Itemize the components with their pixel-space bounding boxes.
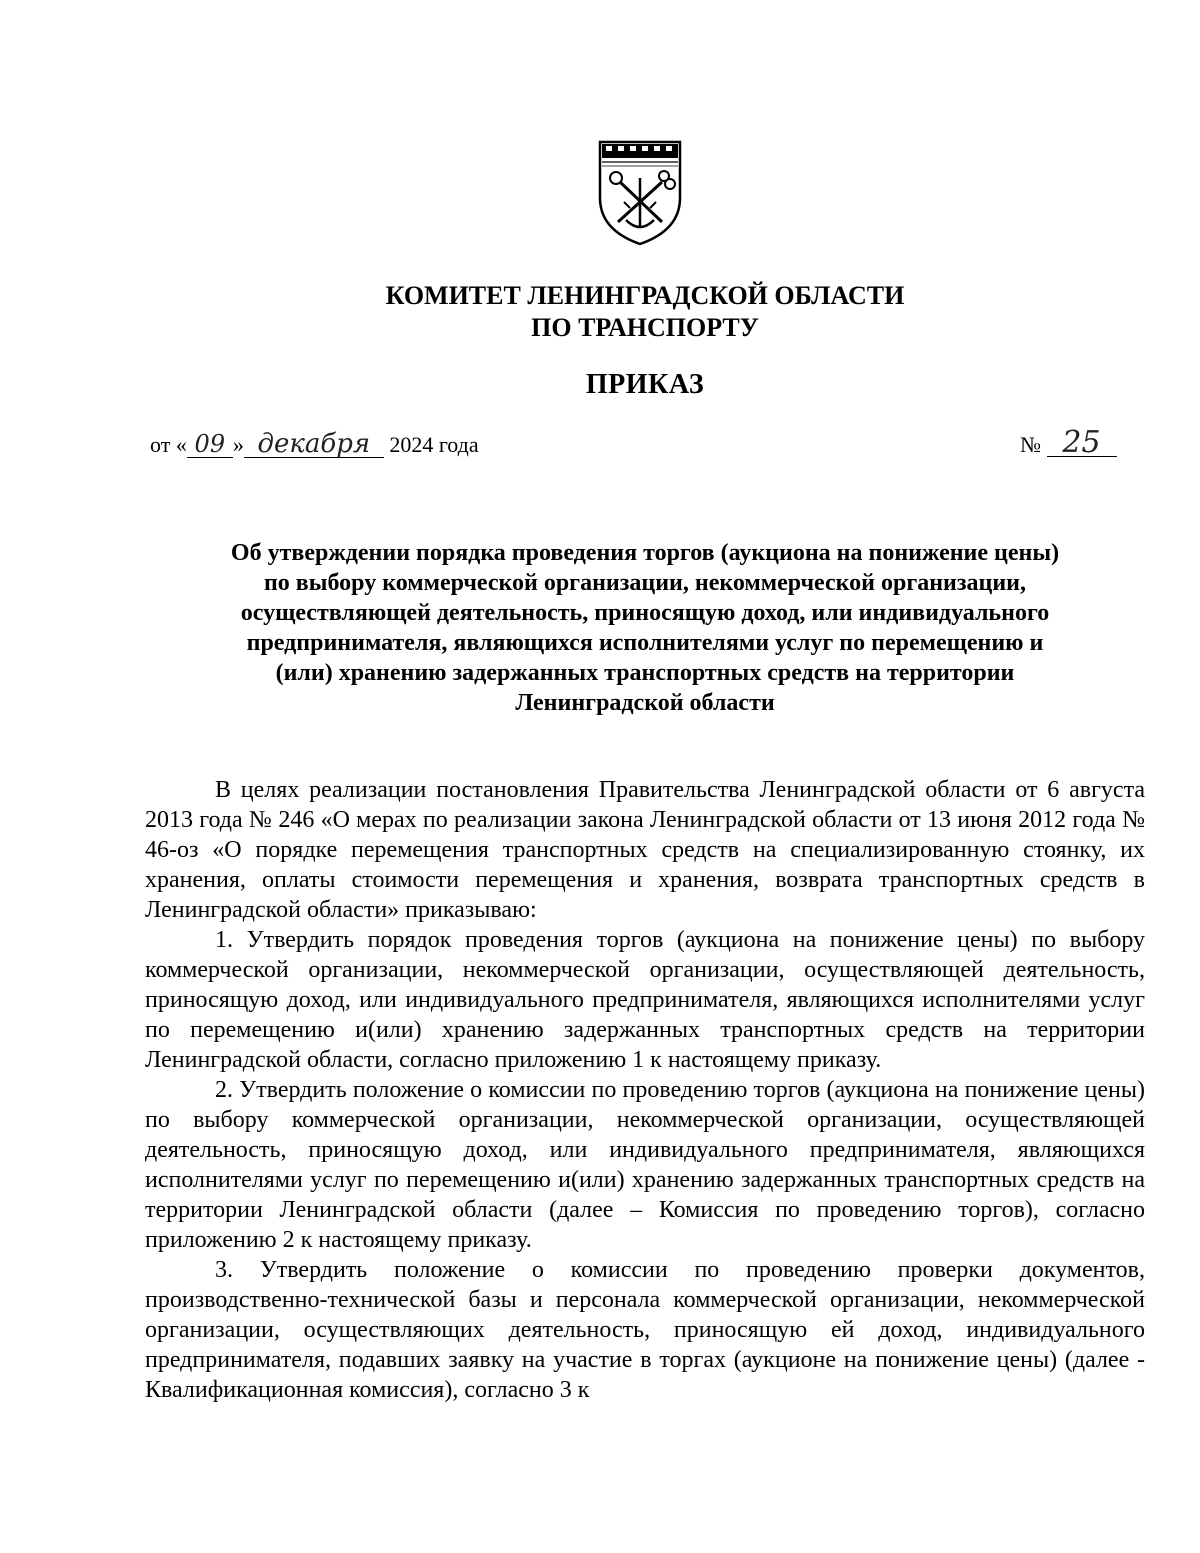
clause-3-paragraph: 3. Утвердить положение о комиссии по проведению проверки документов, производственно-технической базы и персонала коммерческой организации, некоммерческой организации, осуществляющих деятельность, приносящую ей доход, индивидуального предпринимателя, подавших заявку на участие в торгах (аукционе на понижение цены) (далее - Квалификационная комиссия), согласно 3 к <box>145 1257 1145 1403</box>
document-title <box>140 538 1150 718</box>
handwritten-day: 09 <box>187 431 233 458</box>
order-number <box>1020 425 1117 465</box>
leningrad-oblast-coat-of-arms-icon <box>594 138 686 248</box>
handwritten-month: декабря <box>244 431 384 458</box>
organization-name-line1: КОМИТЕТ ЛЕНИНГРАДСКОЙ ОБЛАСТИ <box>385 281 905 310</box>
title-line: по выбору коммерческой организации, некоммерческой организации, <box>263 570 1027 596</box>
title-line: (или) хранению задержанных транспортных средств на территории <box>275 660 1015 686</box>
clause-1-paragraph: 1. Утвердить порядок проведения торгов (аукциона на понижение цены) по выбору коммерческой организации, некоммерческой организации, осуществляющей деятельность, приносящую доход, или индивидуального предпринимателя, являющихся исполнителями услуг по перемещению и(или) хранению задержанных транспортных средств на территории Ленинградской области, согласно приложению 1 к настоящему приказу. <box>145 927 1145 1073</box>
order-date <box>150 425 479 465</box>
date-quote-close: » <box>232 432 244 457</box>
title-line: Ленинградской области <box>515 690 775 716</box>
handwritten-number: 25 <box>1047 430 1117 457</box>
title-line: Об утверждении порядка проведения торгов (аукциона на понижение цены) <box>230 540 1060 566</box>
title-line: предпринимателя, являющихся исполнителями услуг по перемещению и <box>246 630 1044 656</box>
title-line: осуществляющей деятельность, приносящую доход, или индивидуального <box>240 600 1050 626</box>
document-kind: ПРИКАЗ <box>585 369 705 400</box>
date-prefix: от « <box>150 432 187 457</box>
organization-name-line2: ПО ТРАНСПОРТУ <box>531 313 759 342</box>
organization-name <box>0 280 1200 344</box>
number-prefix: № <box>1020 432 1047 457</box>
preamble-paragraph: В целях реализации постановления Правительства Ленинградской области от 6 августа 2013 года № 246 «О мерах по реализации закона Ленинградской области от 13 июня 2012 года № 46-оз «О порядке перемещения транспортных средств на специализированную стоянку, их хранения, оплаты стоимости перемещения и хранения, возврата транспортных средств в Ленинградской области» приказываю: <box>145 777 1145 923</box>
document-body <box>145 775 1145 1405</box>
clause-2-paragraph: 2. Утвердить положение о комиссии по проведению торгов (аукциона на понижение цены) по выбору коммерческой организации, некоммерческой организации, осуществляющей деятельность, приносящую доход, или индивидуального предпринимателя, являющихся исполнителями услуг по перемещению и(или) хранению задержанных транспортных средств на территории Ленинградской области (далее – Комиссия по проведению торгов), согласно приложению 2 к настоящему приказу. <box>145 1077 1145 1253</box>
date-year: 2024 года <box>383 432 479 457</box>
